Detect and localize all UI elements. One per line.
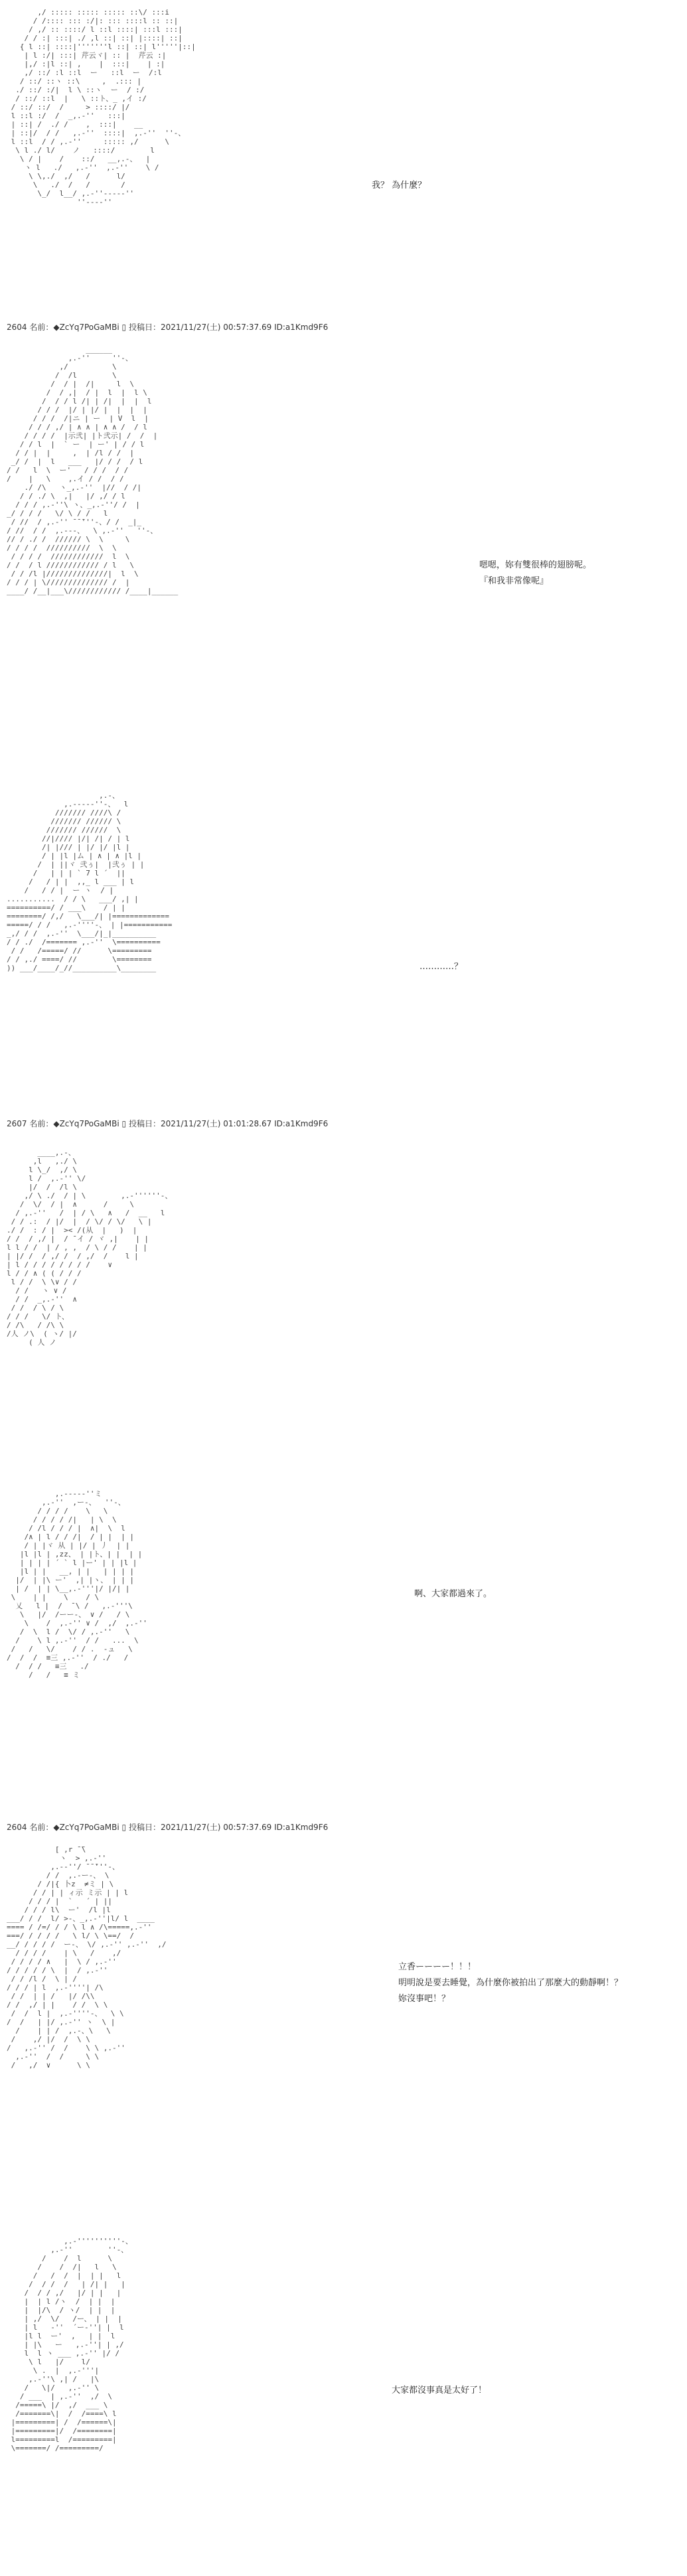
- ascii-art-girl-with-hat: [ ,r ̄ ̄\ ヽ > ,.-'' ,.--''/ ̄ ̄ ̄'''-、 / / ,.-ー-、 \ / /|{ 卜z ≠ミ | \ / / | | ィ示 ミ示 | | l / / / | ` ´ | || / / / l\ ー' /l |l ___/ / / l/ >-、_,.-''|l/ l ____ ==== / /=/ / / \ l ∧ /\=====,.-'' ===/ / / / / \ l/ \ \==/ / __/ / / / / ー-、 \/ ,.-'' ,.-'' ,/ / / / / | \ / ,/ / / / / ∧ | \ / ,.-'' / / / / / \ | / ,.-'' / / /l / \ | / / / / | l ,.-''''| /\ / / | | / |/ /\\ / / ,/ | | / / \ \ / / l | ,.-''''-、 \ \ / / | |/ ,.-'' ヽ \ | / | | / ,.-、\ \ / ,/ |/ / \ \ / ,.-'' / / \ \ ,.-'' ,.-'' / / \ \ / ,/ ∨ \ \: [7, 1845, 167, 2070]
- ascii-art-smiling-woman: ______ ,.-'' ''-、 ,/ \ / /l \ / / | /| l \ / / ,| / | l | l \ / / / l /| | /| | | l / / / |/ | |/ | | | | / / / /|ニ | ー | V l | / / / ,/ | ∧ ∧ | ∧ ∧ / / l / / / / |示弐| |ト弐示| / / | / / l | ` ー | ー' | / / l / / | | , | /l / / | _/ / | l ___ |/ / / / l / / l \ ー' / / / / / / | \ ,.イ / / / / ./ /\ ヽ_,.-'' |// / /| / / ./ \ ,| |/ ,/ / l / / / ,.-''\ ヽ、_,.-''/ / | _/ / / / \/ \ / / l / // / ,.-'' ̄ ̄ ̄'''-、/ / _|_ / // / / ,.---、 \ ,.-'' ''-、 // / ./ / ////// \ \ \ / / / / ////////// \ \ / / / / //////////// l \ / / / l //////////// / l \ / / /l |//////////////| l \ / / / | \////////////// / | ____/ /__|___\//////////// /____|______: [7, 345, 179, 595]
- dialogue-line: 立香ーーーー！！！: [398, 1962, 477, 1972]
- post-panel-5: [0, 1474, 687, 1805]
- ascii-art-girl-confused: ,.-、 ,.-----''-、 l /////// ////\ / /////// ////// \ /////// ////// \ //|//// |/| /| / | l /| |/// | |/ |/ |l | / | |l |ム | ∧ | ∧ |l | / | ||ヾ 弐ぅ| |弐ぅ | | / | | | ` 7 l ´ || / / | | ,,_ l ___ | l / / / | ー ヽ / | ........... / / \ ___/ ,| | ==========/ / ___\ / | | ========/ /,/ \___/| |============= =====/ / / ,.-''''-、 | |=========== _,/ / / ,.-'' \___/|_|__________ / / ./ /======= ,.-'' \========== / / /=====/ // \========= / / ,./ ====/ // \======== )) ___/____/_//__________\________: [7, 791, 173, 972]
- ascii-art-girl-relieved: ,.-''''''''''-、 ,.-'' ''-、 / / l \ / / /| l \ / / / | | | l / / / / | /| | | / / / ,/ |/ | | | | | l /ヽ / | | | | |/\ / ヽ/ | | | | ,/ \/ /ー、 | | | | l ‐'' ´ー-''| | l |l l ー' , | | l | |\ ー ,.-''| | ,/ l l ヽ ___ ,.-'' |/ / \ l |/ l/ \ . | ,.-'''| ,.-''\ ,| / |\ / \|/ ,.-'' \ / ___ | ,.-'' ,/ \ /=====\ |/ ,/ ___ \ /=======\| / /====\ l |=========| / /======\| |=========|/ /========| l=========l /=========| \=======/ /=========/: [11, 2237, 133, 2453]
- dialogue-line: 嗯嗯，妳有雙很棒的翅膀呢。: [479, 560, 592, 570]
- dialogue-box: [372, 178, 426, 194]
- post-panel-4: [0, 1102, 687, 1474]
- dialogue-box: [392, 2383, 487, 2399]
- dialogue-box: [414, 1586, 492, 1602]
- post-panel-1: [0, 0, 687, 319]
- post-panel-3: [0, 770, 687, 1102]
- post-panel-7: [0, 2230, 687, 2576]
- post-header: 2604 名前：◆ZcYq7PoGaMBi ▯ 投稿日：2021/11/27(土) 00:57:37.69 ID:a1Kmd9F6: [7, 323, 329, 332]
- post-panel-2: [0, 319, 687, 770]
- ascii-art-girl-kneeling: ,/ ::::: ::::: ::::: ::\/ :::i / /:::: ::: :/|: ::: ::::l :: ::| / ,/ :: ::::/ l ::l ::::| :::l :::| / / :| :::| ./ ,l ::| ::| |::::| ::| { l ::| ::::|'''''''l ::| ::| l'''''|::| | l :/| :::| 芹云ヾ| :: | 芹云 :| |,/ :|l ::| , | :::| | :| ,/ ::/ :l ::l ー ::l ー /:l / ::/ ::ヽ ::\ , .::: | ./ ::/ :/| l \ ::ヽ ー / :/ / ::/ ::l | \ ::ト、_ ,イ :/ / ::/ ::/ / > ::::/ |/ l ::l :/ / _,.-'' :::| | ::| / ./ / , :::| __ | ::|/ / / ,.-'' ::::| ,.-'' ''-、 l ::l / / ,.-'' ::::: ,/ \ \ l ./ l/ ノ ::::/ l \ / | / ::/ __,.-、 | ヽ l ./ ,.-'' ,.-'' \ / \ \,./ ,/ / l/ \ ./ / / / \_/ l__/ ,.-''-----'' ''----'': [11, 8, 196, 206]
- dialogue-line: 妳沒事吧！？: [398, 1994, 451, 2004]
- dialogue-box: [420, 959, 463, 975]
- dialogue-line: 『和我非常像呢』: [479, 576, 549, 586]
- dialogue-line: …………？: [420, 962, 463, 972]
- ascii-art-girl-looking-up: ,.-----''ミ ,.-'' ,ー-、 ''-、 / / / / \ \ / / / / /| | \ \ / /l / / / | ∧| \ l /∧ | l / / /| / | | | | / | |ヾ 从 | |/ | 丿 | | |l |l | ,zz、 | |ト、| | | | | | | | ´ ` l |ー' | | |l | |l | | __, | | | | | | |/ | |\ ー' ,| |ヽ、 | | | | / | | \__,.-'''|/ |/| | \ | | \ / \ 乂 l | / ̄ \ / ,.-'''\ \ |/ /ーー-、 ∨ / / \ \ / ,.-'' ∨ / ,/ ,.-'' / \ l / \/ / ,.-'' \ / \ l ,.-'' / / ... \ / / \/ / / . -ュ \ / / / ≡三 ,.-'' / ./ / / / / ≡三 ./ / / ≡ ミ: [7, 1489, 147, 1679]
- ascii-art-dragon-creature: ____,.-、 ,l ,./ \ l \_/ ,/ \ l / ,.-'' \/ |/ / /l \ ,/ \ ./ / | \ ,.-''''''-、 / \/ / | ∧ / \ / ,.-'' / | / \ ∧ / __ l / / .: / |/ | / \/ / \/ \ | ./ / : / | >< /(从 | ) | / / / ,/ | / ̄ イ / ヾ ,| | | l l / / | / , , / \ / / | | | |/ / / ,/ / / ,/ / l | | l / / / / / / / / ∨ l / / ∧ ( ( / / / l / / \ \∨ / / / / ヽ ∨ / / / _,.-'' ∧ / / / \ / \ / / / \/ ト、 / /\ / /\ \ /人 ノ\ ( ヽ/ |/ ( 人 ノ: [7, 1148, 173, 1347]
- dialogue-line: 明明說是要去睡覺，為什麼你被拍出了那麼大的動靜啊！？: [398, 1978, 623, 1988]
- dialogue-line: 大家都沒事真是太好了！: [392, 2386, 487, 2395]
- dialogue-line: 啊、大家都過來了。: [414, 1589, 493, 1599]
- post-header: 2607 名前：◆ZcYq7PoGaMBi ▯ 投稿日：2021/11/27(土) 01:01:28.67 ID:a1Kmd9F6: [7, 1119, 329, 1128]
- dialogue-box: [479, 558, 591, 589]
- post-panel-6: [0, 1805, 687, 2230]
- dialogue-box: [398, 1959, 623, 2007]
- post-header: 2604 名前：◆ZcYq7PoGaMBi ▯ 投稿日：2021/11/27(土) 00:57:37.69 ID:a1Kmd9F6: [7, 1823, 329, 1832]
- dialogue-line: 我？ 為什麼？: [372, 181, 427, 190]
